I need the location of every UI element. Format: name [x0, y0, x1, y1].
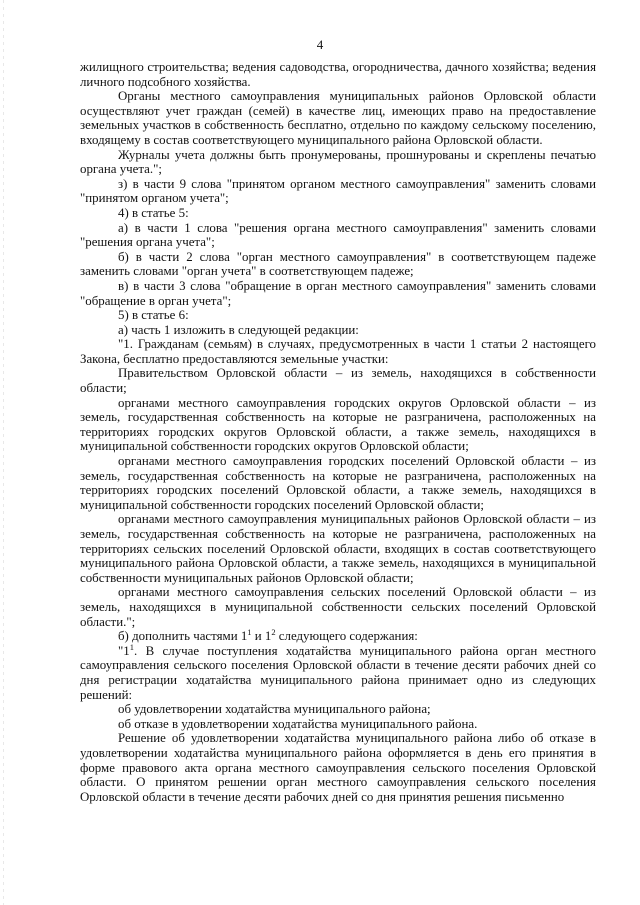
paragraph: 4) в статье 5:: [118, 205, 189, 220]
paragraph: органами местного самоуправления сельских поселений Орловской области – из земель, находящихся в муниципальной собственности сельских поселений Орловской области.";: [80, 585, 596, 629]
part-1-1-paragraph: [80, 641, 596, 702]
paragraph: а) часть 1 изложить в следующей редакции:: [118, 322, 359, 337]
superscript: 1: [247, 627, 252, 638]
paragraph: об отказе в удовлетворении ходатайства муниципального района.: [118, 716, 478, 731]
part-number: "1: [118, 643, 130, 658]
superscript: 2: [271, 627, 276, 638]
paragraph: Решение об удовлетворении ходатайства муниципального района либо об отказе в удовлетворении ходатайства муниципального района оформляется в день его принятия в форме правового акта органа местного самоуправления сельского поселения Орловской области. О принятом решении орган местного самоуправления сельского поселения Орловской области в течение десяти рабочих дней со дня принятия решения письменно: [80, 731, 596, 804]
page-number: 4: [316, 37, 324, 52]
paragraph: в) в части 3 слова "обращение в орган местного самоуправления" заменить словами "обращение в орган учета";: [80, 278, 596, 308]
part-text: . В случае поступления ходатайства муниципального района орган местного самоуправления сельского поселения Орловской области в течение десяти рабочих дней со дня регистрации ходатайства муниципального района принимает одно из следующих решений:: [80, 643, 596, 702]
supplement-intro-paragraph: [80, 629, 596, 644]
paragraph: б) в части 2 слова "орган местного самоуправления" в соответствующем падеже заменить словами "орган учета" в соответствующем падеже;: [80, 249, 596, 279]
paragraph: органами местного самоуправления муниципальных районов Орловской области – из земель, государственная собственность на которые не разграничена, расположенных на территориях сельских поселений Орловской области, входящих в состав соответствующего муниципального района Орловской области, а также земель, находящихся в муниципальной собственности муниципальных районов Орловской области;: [80, 512, 596, 585]
paragraph: органами местного самоуправления городских поселений Орловской области – из земель, государственная собственность на которые не разграничена, расположенных на территориях городских поселений Орловской области, а также земель, находящихся в муниципальной собственности городских поселений Орловской области;: [80, 454, 596, 512]
scan-margin-mark: [3, 0, 4, 905]
paragraph: з) в части 9 слова "принятом органом местного самоуправления" заменить словами "принятом органом учета";: [80, 176, 596, 206]
paragraph: 5) в статье 6:: [118, 308, 189, 323]
paragraph: органами местного самоуправления городских округов Орловской области – из земель, государственная собственность на которые не разграничена, расположенных на территориях городских округов Орловской области, а также земель, находящихся в муниципальной собственности городских округов Орловской области;: [80, 395, 596, 454]
paragraph: а) в части 1 слова "решения органа местного самоуправления" заменить словами "решения органа учета";: [80, 220, 596, 250]
supplement-intro-suffix: следующего содержания:: [275, 629, 418, 644]
paragraph: Журналы учета должны быть пронумерованы, прошнурованы и скреплены печатью органа учета.";: [80, 147, 596, 177]
document-body: [80, 60, 596, 804]
paragraph: Правительством Орловской области – из земель, находящихся в собственности области;: [80, 366, 596, 396]
paragraph: "1. Гражданам (семьям) в случаях, предусмотренных в части 1 статьи 2 настоящего Закона, бесплатно предоставляются земельные участки:: [80, 337, 596, 366]
paragraph: об удовлетворении ходатайства муниципального района;: [118, 702, 431, 717]
supplement-intro-prefix: б) дополнить частями 1: [118, 629, 248, 644]
paragraph: Органы местного самоуправления муниципальных районов Орловской области осуществляют учет граждан (семей) в качестве лиц, имеющих право на предоставление земельных участков в собственность бесплатно, отдельно по каждому сельскому поселению, входящему в состав соответствующего муниципального района Орловской области.: [80, 89, 596, 147]
superscript: 1: [129, 641, 134, 652]
supplement-intro-middle: и 1: [251, 629, 272, 644]
paragraph: жилищного строительства; ведения садоводства, огородничества, дачного хозяйства; ведения личного подсобного хозяйства.: [80, 60, 596, 89]
